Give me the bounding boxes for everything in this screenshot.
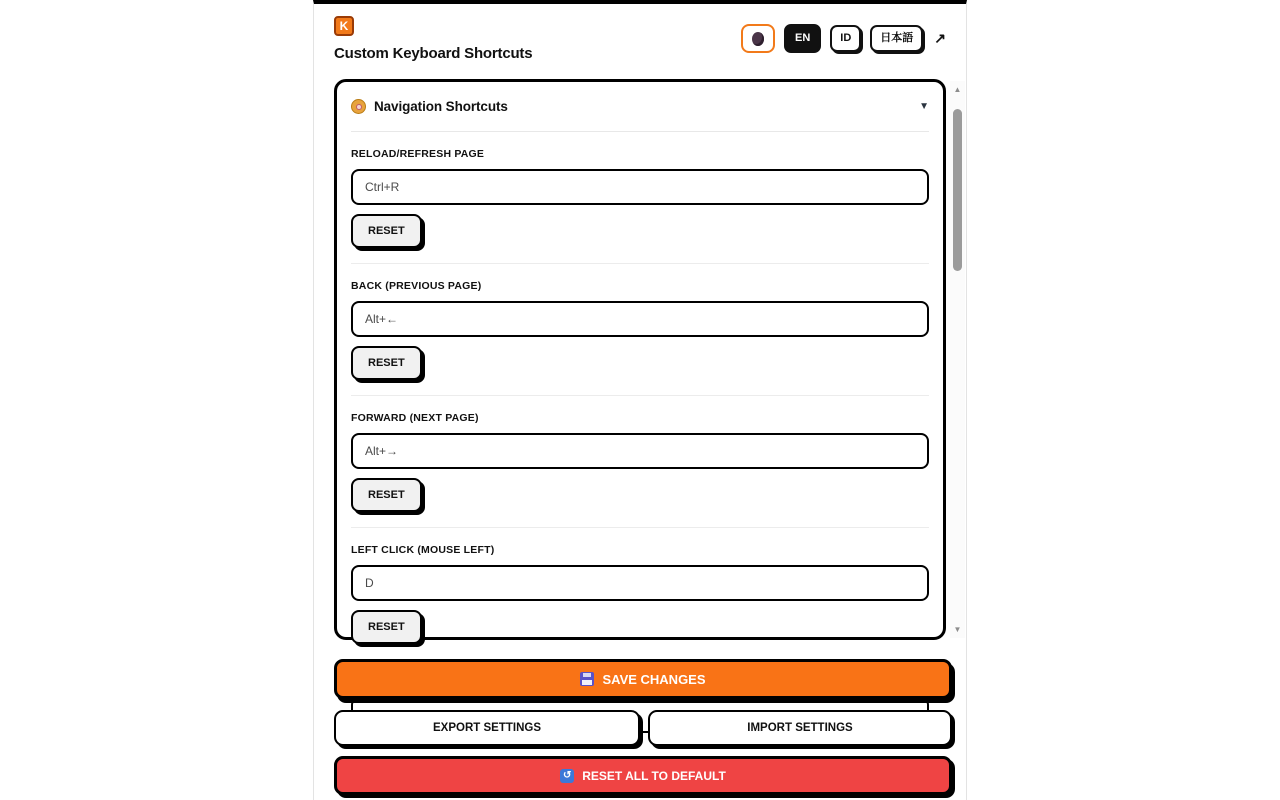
shortcut-input-forward[interactable]	[351, 433, 929, 469]
shortcut-label: BACK (PREVIOUS PAGE)	[351, 280, 482, 292]
save-changes-label: SAVE CHANGES	[602, 671, 706, 687]
scroll-down-arrow-icon[interactable]: ▼	[953, 625, 962, 634]
moon-icon	[752, 32, 764, 46]
shortcut-label: RELOAD/REFRESH PAGE	[351, 148, 485, 160]
scroll-up-arrow-icon[interactable]: ▲	[953, 85, 962, 94]
scrollbar[interactable]	[950, 81, 965, 638]
export-settings-button[interactable]	[334, 710, 640, 746]
section-header-navigation-shortcuts[interactable]	[351, 82, 929, 132]
brand	[334, 14, 532, 62]
theme-toggle-button[interactable]	[741, 24, 775, 53]
page-title: Custom Keyboard Shortcuts	[334, 45, 533, 62]
language-button-en[interactable]: EN	[784, 24, 821, 53]
shortcut-input-back[interactable]	[351, 301, 929, 337]
reset-button-left-click[interactable]: RESET	[351, 610, 422, 644]
reset-button-forward[interactable]: RESET	[351, 478, 422, 512]
shortcut-input-left-click[interactable]	[351, 565, 929, 601]
section-title: Navigation Shortcuts	[374, 99, 508, 114]
import-settings-button[interactable]	[648, 710, 952, 746]
language-button-ja[interactable]: 日本語	[870, 25, 923, 52]
shortcut-input-reload[interactable]	[351, 169, 929, 205]
shortcut-group-back	[351, 264, 929, 396]
shortcut-label: LEFT CLICK (MOUSE LEFT)	[351, 544, 495, 556]
shortcut-group-forward	[351, 396, 929, 528]
app-logo-icon: K	[334, 16, 354, 36]
shortcut-label: FORWARD (NEXT PAGE)	[351, 412, 479, 424]
reset-all-label: RESET ALL TO DEFAULT	[582, 768, 726, 783]
extension-popup	[313, 0, 967, 800]
export-settings-label: EXPORT SETTINGS	[433, 722, 541, 734]
import-settings-label: IMPORT SETTINGS	[747, 722, 853, 734]
floppy-disk-icon	[580, 672, 594, 686]
chevron-down-icon[interactable]: ▼	[919, 101, 929, 112]
external-link-icon[interactable]: ↗	[934, 30, 946, 46]
save-changes-button[interactable]	[334, 659, 952, 699]
reset-button-back[interactable]: RESET	[351, 346, 422, 380]
reset-button-reload[interactable]: RESET	[351, 214, 422, 248]
header-controls	[741, 24, 946, 53]
counterclockwise-arrows-icon: ↺	[560, 769, 574, 783]
language-button-id[interactable]: ID	[830, 25, 861, 52]
shortcut-group-left-click	[351, 528, 929, 660]
shortcut-group-reload	[351, 132, 929, 264]
compass-icon	[351, 99, 366, 114]
header	[314, 4, 966, 62]
shortcuts-panel-content	[337, 82, 943, 733]
reset-all-to-default-button[interactable]	[334, 756, 952, 795]
shortcuts-panel	[334, 79, 946, 640]
scrollbar-thumb[interactable]	[953, 109, 962, 271]
